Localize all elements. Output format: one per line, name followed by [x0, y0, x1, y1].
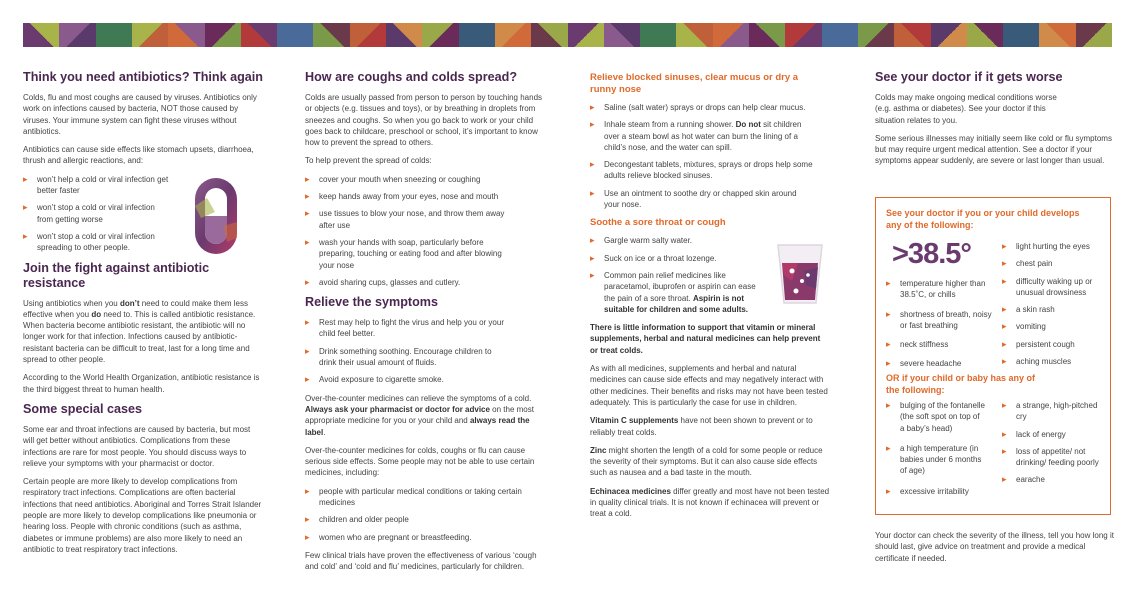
capsule-icon: [193, 176, 239, 261]
antibiotics-bullet-list: [23, 174, 173, 254]
list-item: ▸ a strange, high-pitched cry: [1002, 400, 1102, 423]
banner-tile: [313, 23, 350, 47]
banner-tile: [23, 23, 60, 47]
list-item: ▸ Common pain relief medicines like paracetamol, ibuprofen or aspirin can ease the pain of a sore throat. Aspirin is not suitable for children and some adults.: [590, 270, 765, 315]
list-item: ▸ Avoid exposure to cigarette smoke.: [305, 374, 510, 385]
heading-blocked-sinuses: Relieve blocked sinuses, clear mucus or dry a runny nose: [590, 72, 799, 95]
list-item: ▸ Decongestant tablets, mixtures, sprays or drops help some adults relieve blocked sinuses.: [590, 159, 815, 182]
list-item: ▸ Drink something soothing. Encourage children to drink their usual amount of fluids.: [305, 346, 510, 369]
box-heading-see-doctor: See your doctor if you or your child develops any of the following:: [886, 208, 1080, 230]
list-item: ▸ vomiting: [1002, 321, 1110, 332]
list-item: ▸ severe headache: [886, 358, 996, 369]
list-item: ▸ temperature higher than 38.5˚C, or chills: [886, 278, 996, 301]
heading-relieve-symptoms: Relieve the symptoms: [305, 295, 438, 310]
banner-tile: [1076, 23, 1112, 47]
banner-tile: [495, 23, 532, 47]
warning-box: [875, 197, 1111, 515]
list-item: ▸ a high temperature (in babies under 6 months of age): [886, 443, 986, 477]
vitamin-c-paragraph: Vitamin C supplements have not been shown to prevent or to reliably treat colds.: [590, 416, 813, 437]
banner-tile: [386, 23, 423, 47]
list-item: ▸ avoid sharing cups, glasses and cutlery.: [305, 277, 510, 288]
banner-tile: [676, 23, 713, 47]
echinacea-paragraph: Echinacea medicines differ greatly and most have not been tested in quality clinical trials. It is not known if echinacea will prevent or treat a cold.: [590, 486, 830, 519]
supplement-risks-paragraph: As with all medicines, supplements and herbal and natural medicines can cause side effects and may negatively interact with other medicines. Their benefits and risks may not have been tested adequately. This is particularly the case for use in children.: [590, 364, 828, 407]
serious-illness-paragraph: Some serious illnesses may initially seem like cold or flu symptoms but may require urgent medical attention. See a doctor if your symptoms appear suddenly, are severe or last longer than usual.: [875, 133, 1112, 166]
symptom-list-left: [886, 278, 996, 376]
banner-tile: [350, 23, 387, 47]
list-item: ▸ a skin rash: [1002, 304, 1110, 315]
banner-tile: [132, 23, 169, 47]
list-item: ▸ Gargle warm salty water.: [590, 235, 765, 246]
who-paragraph: According to the World Health Organization, antibiotic resistance is the third biggest threat to human health.: [23, 373, 260, 394]
decorative-banner: [23, 23, 1112, 47]
list-item: ▸ persistent cough: [1002, 339, 1110, 350]
column-antibiotics: [23, 70, 263, 562]
list-item: ▸ keep hands away from your eyes, nose and mouth: [305, 191, 510, 202]
heading-special-cases: Some special cases: [23, 401, 143, 416]
intro-paragraph: Colds, flu and most coughs are caused by viruses. Antibiotics only work on infections caused by bacteria, NOT those caused by viruses. Your immune system can fight these viruses without antibiotics.: [23, 93, 257, 136]
doctor-check-paragraph: Your doctor can check the severity of the illness, tell you how long it should last, give advice on treatment and provide a medical certificate if needed.: [875, 531, 1114, 563]
banner-tile: [822, 23, 859, 47]
prevention-list: [305, 174, 510, 288]
list-item: ▸ aching muscles: [1002, 356, 1110, 367]
banner-tile: [640, 23, 677, 47]
banner-tile: [459, 23, 496, 47]
banner-tile: [858, 23, 895, 47]
column-coughs-colds: [305, 70, 545, 580]
banner-tile: [785, 23, 822, 47]
list-item: ▸ Use an ointment to soothe dry or chapped skin around your nose.: [590, 188, 805, 211]
banner-tile: [749, 23, 786, 47]
banner-tile: [931, 23, 968, 47]
heading-spread: How are coughs and colds spread?: [305, 70, 518, 84]
banner-tile: [277, 23, 314, 47]
list-item: ▸ children and older people: [305, 514, 525, 525]
throat-list: [590, 235, 765, 315]
drink-glass-icon: [774, 241, 826, 312]
list-item: ▸ Rest may help to fight the virus and help you or your child feel better.: [305, 317, 510, 340]
complications-paragraph: Certain people are more likely to develop complications from respiratory tract infections. Complications are often bacterial infections that need antibiotics. Aboriginal and Torres Strait Islander people are more likely to develop complications like pneumonia or hearing loss. People with chronic conditions (such as asthma, diabetes or immune problems) are also more likely to need an antibiotic to treat respiratory tract infections.: [23, 477, 262, 554]
sinus-list: [590, 102, 830, 210]
list-item: ▸ lack of energy: [1002, 429, 1102, 440]
spread-paragraph: Colds are usually passed from person to person by touching hands or objects (e.g. tissues and toys), or by breathing in droplets from sneezes and coughs. So when you go back to work or your child goes back to childcare, preschool or school, it’s important to know how to prevent the spread to others.: [305, 93, 543, 148]
column-see-doctor: [875, 70, 1115, 174]
list-item: ▸ chest pain: [1002, 258, 1110, 269]
heading-see-doctor: See your doctor if it gets worse: [875, 70, 1063, 84]
list-item: ▸ wash your hands with soap, particularly before preparing, touching or eating food and after blowing your nose: [305, 237, 510, 271]
side-effects-otc-paragraph: Over-the-counter medicines for colds, coughs or flu can cause serious side effects. Some people may not be able to use certain medicines, including:: [305, 445, 535, 478]
list-item: ▸ use tissues to blow your nose, and throw them away after use: [305, 208, 510, 231]
banner-tile: [241, 23, 278, 47]
banner-tile: [205, 23, 242, 47]
list-item: ▸ excessive irritability: [886, 486, 986, 497]
supplements-paragraph: There is little information to support that vitamin or mineral supplements, herbal and natural medicines can help prevent or treat colds.: [590, 323, 821, 355]
symptom-list-right: [1002, 241, 1110, 373]
heading-sore-throat: Soothe a sore throat or cough: [590, 217, 726, 229]
banner-tile: [894, 23, 931, 47]
side-effects-paragraph: Antibiotics can cause side effects like stomach upsets, diarrhoea, thrush and allergic reactions, and:: [23, 145, 254, 166]
otc-paragraph: Over-the-counter medicines can relieve the symptoms of a cold. Always ask your pharmacist or doctor for advice on the most appropriate medicine for you or your child and always read the label.: [305, 393, 534, 437]
prevent-intro: To help prevent the spread of colds:: [305, 156, 432, 166]
ongoing-conditions-paragraph: Colds may make ongoing medical conditions worse (e.g. asthma or diabetes). See your doctor if this situation relates to you.: [875, 93, 1057, 125]
list-item: ▸ Inhale steam from a running shower. Do not sit children over a steam bowl as hot water can burn the lining of a child’s nose, and the water can spill.: [590, 119, 815, 153]
banner-tile: [967, 23, 1004, 47]
banner-tile: [713, 23, 750, 47]
resistance-paragraph: Using antibiotics when you don’t need to could make them less effective when you do need to. This is called antibiotic resistance. When bacteria become antibiotic resistant, the antibiotic will no longer work for that infection. Infections caused by antibiotic-resistant bacteria can be difficult to treat, last for a long time and spread to other people.: [23, 298, 256, 365]
list-item: ▸ people with particular medical conditions or taking certain medicines: [305, 486, 525, 509]
banner-tile: [531, 23, 568, 47]
banner-tile: [604, 23, 641, 47]
list-item: ▸ won’t stop a cold or viral infection spreading to other people.: [23, 231, 173, 254]
box-heading-child-baby: OR if your child or baby has any of the following:: [886, 373, 1036, 395]
list-item: ▸ women who are pregnant or breastfeeding.: [305, 532, 525, 543]
baby-list-right: [1002, 400, 1102, 492]
temperature-symbol: >38.5°: [892, 238, 971, 270]
list-item: ▸ earache: [1002, 474, 1102, 485]
banner-tile: [568, 23, 605, 47]
clinical-trials-paragraph: Few clinical trials have proven the effectiveness of various ‘cough and cold’ and ‘cold and flu’ medicines, particularly for children.: [305, 550, 537, 572]
heading-think-again: Think you need antibiotics? Think again: [23, 70, 264, 84]
banner-tile: [96, 23, 133, 47]
list-item: ▸ loss of appetite/ not drinking/ feeding poorly: [1002, 446, 1102, 469]
banner-tile: [168, 23, 205, 47]
banner-tile: [1039, 23, 1076, 47]
list-item: ▸ Saline (salt water) sprays or drops can help clear mucus.: [590, 102, 830, 113]
list-item: ▸ cover your mouth when sneezing or coughing: [305, 174, 510, 185]
banner-tile: [59, 23, 96, 47]
zinc-paragraph: Zinc might shorten the length of a cold for some people or reduce the severity of their symptoms. But it can also cause side effects such as nausea and a bad taste in the mouth.: [590, 445, 823, 478]
relief-list: [305, 317, 510, 385]
list-item: ▸ light hurting the eyes: [1002, 241, 1110, 252]
heading-antibiotic-resistance: Join the fight against antibiotic resistance: [23, 260, 210, 290]
banner-tile: [422, 23, 459, 47]
baby-list-left: [886, 400, 986, 503]
list-item: ▸ neck stiffness: [886, 339, 996, 350]
special-cases-paragraph: Some ear and throat infections are caused by bacteria, but most will get better without antibiotics. Complications from these infections are rare for most people. You should discuss ways to relieve your symptoms with your pharmacist or doctor.: [23, 424, 251, 468]
list-item: ▸ shortness of breath, noisy or fast breathing: [886, 309, 996, 332]
list-item: ▸ won’t stop a cold or viral infection from getting worse: [23, 202, 173, 225]
list-item: ▸ bulging of the fontanelle (the soft spot on top of a baby’s head): [886, 400, 986, 434]
list-item: ▸ Suck on ice or a throat lozenge.: [590, 253, 765, 264]
at-risk-list: [305, 486, 525, 543]
list-item: ▸ difficulty waking up or unusual drowsiness: [1002, 276, 1110, 299]
list-item: ▸ won’t help a cold or viral infection get better faster: [23, 174, 173, 197]
banner-tile: [1003, 23, 1040, 47]
